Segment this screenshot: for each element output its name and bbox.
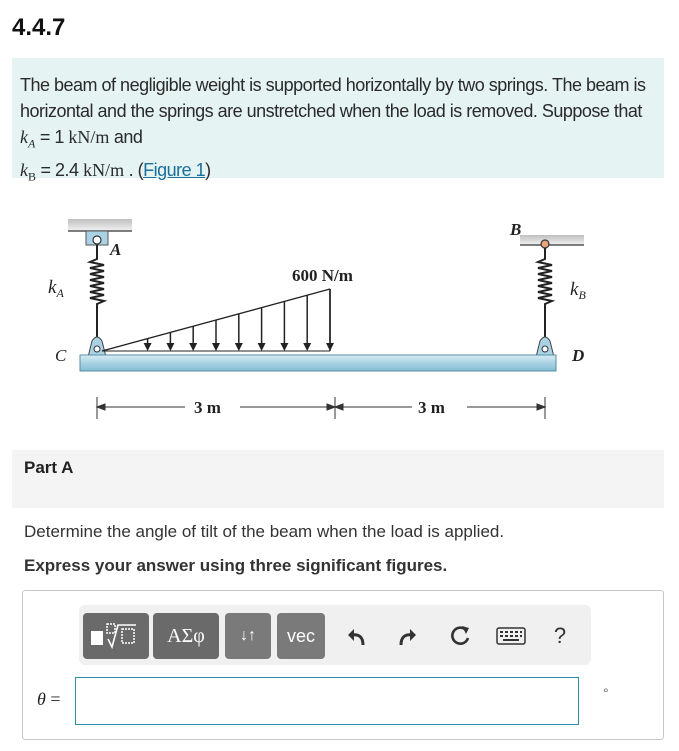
- label-B: B: [510, 220, 522, 239]
- load-arrows: [144, 289, 334, 351]
- figure-link[interactable]: Figure 1: [143, 159, 206, 180]
- part-a-header: [12, 450, 664, 508]
- answer-panel: [22, 590, 664, 740]
- dim-left-label: 3 m: [194, 398, 221, 417]
- answer-variable-label: θ =: [37, 689, 61, 709]
- templates-button[interactable]: [83, 613, 149, 659]
- kA-value: = 1: [35, 127, 69, 147]
- undo-button[interactable]: [341, 621, 371, 651]
- instruction-text: Express your answer using three significant figures.: [24, 556, 448, 575]
- label-kB: $k_B$: [570, 279, 586, 302]
- kB-unit: kN/m: [83, 159, 125, 180]
- load-arrow-head: [212, 343, 220, 351]
- right-ceiling-support: [520, 235, 584, 248]
- dim-right-label: 3 m: [418, 398, 445, 417]
- left-ceiling-support: [68, 219, 132, 245]
- load-arrow-head: [303, 343, 311, 351]
- load-arrow-head: [144, 343, 152, 351]
- problem-statement: [12, 58, 664, 184]
- load-arrow-head: [166, 343, 174, 351]
- problem-title: 4.4.7: [12, 14, 66, 41]
- templates-icon: [88, 621, 144, 651]
- dimension-lines: [97, 397, 545, 419]
- label-C: C: [55, 346, 67, 365]
- keyboard-button[interactable]: [493, 621, 529, 651]
- load-arrow-head: [280, 343, 288, 351]
- keyboard-icon: [496, 627, 526, 645]
- label-A: A: [110, 240, 122, 259]
- problem-text-4: ): [205, 159, 211, 180]
- load-arrow-head: [258, 343, 266, 351]
- kB-value: = 2.4: [36, 159, 84, 180]
- kA-unit: kN/m: [68, 127, 110, 147]
- arrows-button[interactable]: ↓↑: [225, 613, 271, 659]
- math-toolbar: [79, 605, 591, 665]
- redo-icon: [397, 625, 419, 647]
- spring-right: [538, 248, 552, 339]
- part-a-label: Part A: [24, 458, 74, 477]
- label-D: D: [572, 346, 585, 365]
- spring-left: [90, 245, 104, 339]
- vector-button[interactable]: vec: [277, 613, 325, 659]
- load-arrow-head: [326, 343, 334, 351]
- label-kA: $k_A$: [48, 277, 64, 300]
- beam: [80, 355, 556, 371]
- problem-text-3: . (: [124, 159, 144, 180]
- load-arrow-head: [189, 343, 197, 351]
- reset-button[interactable]: [445, 621, 475, 651]
- kB-symbol: $k_B$: [20, 159, 37, 184]
- help-button[interactable]: ?: [553, 623, 567, 648]
- problem-text-2: and: [109, 127, 143, 147]
- greek-symbols-button[interactable]: ΑΣφ: [153, 613, 219, 659]
- undo-icon: [345, 625, 367, 647]
- load-label: 600 N/m: [292, 266, 353, 285]
- degree-unit: °: [603, 685, 609, 701]
- load-arrow-head: [235, 343, 243, 351]
- reset-icon: [448, 624, 472, 648]
- beam-figure: [30, 215, 610, 435]
- kA-symbol: $k_A$: [20, 127, 36, 151]
- problem-text-1: The beam of negligible weight is supported horizontally by two springs. The beam is horizontal and the springs are unstretched when the load is removed. Suppose that: [20, 75, 646, 121]
- redo-button[interactable]: [393, 621, 423, 651]
- question-text: Determine the angle of tilt of the beam when the load is applied.: [24, 522, 505, 541]
- answer-input[interactable]: [75, 677, 579, 725]
